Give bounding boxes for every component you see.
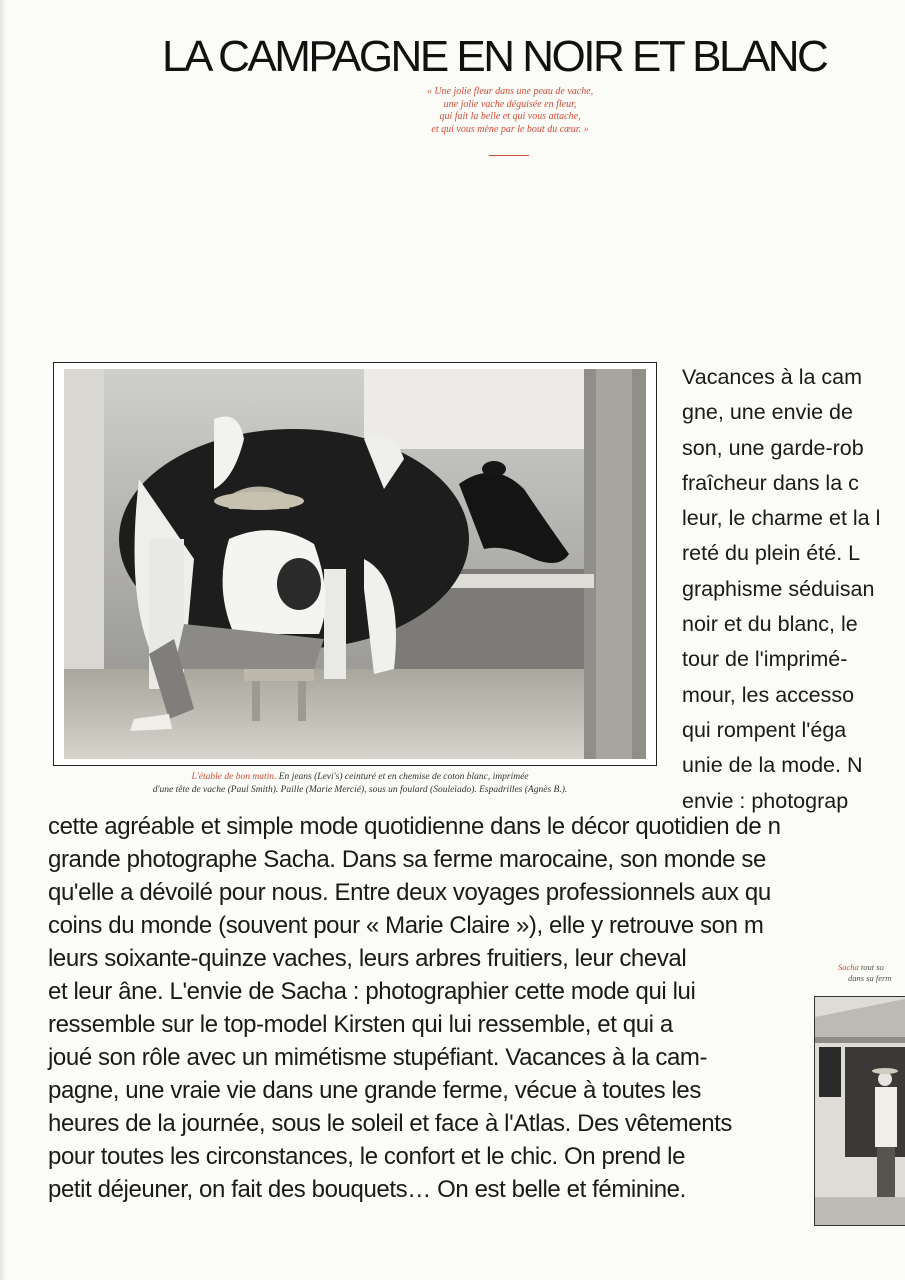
epigraph (395, 86, 625, 136)
article-line: gne, une envie de (682, 400, 853, 425)
article-line: joué son rôle avec un mimétisme stupéfiant. Vacances à la cam- (48, 1044, 708, 1071)
article-line: petit déjeuner, on fait des bouquets… On est belle et féminine. (48, 1176, 686, 1203)
article-line: leur, le charme et la l (682, 506, 881, 531)
epigraph-divider (489, 155, 529, 156)
article-line: et leur âne. L'envie de Sacha : photographier cette mode qui lui (48, 978, 696, 1005)
article-line: Vacances à la cam (682, 365, 863, 389)
article-line: cette agréable et simple mode quotidienne dans le décor quotidien de n (48, 813, 781, 840)
epigraph-line: une jolie vache déguisée en fleur, (443, 98, 577, 110)
article-line: graphisme séduisan (682, 576, 875, 601)
milking-cow-illustration (64, 369, 646, 759)
article-line: tour de l'imprimé- (682, 647, 848, 672)
page-headline: LA CAMPAGNE EN NOIR ET BLANC (162, 32, 827, 81)
article-line: son, une garde-rob (682, 435, 864, 460)
article-line: grande photographe Sacha. Dans sa ferme marocaine, son monde se (48, 846, 766, 873)
article-line: noir et du blanc, le (682, 612, 858, 637)
side-photo (814, 996, 905, 1226)
article-line: envie : photograp (682, 788, 849, 813)
article-line: leurs soixante-quinze vaches, leurs arbres fruitiers, leur cheval (48, 945, 687, 972)
caption-line-1: En jeans (Levi's) ceinturé et en chemise de coton blanc, imprimée (276, 772, 529, 782)
caption-line-2: d'une tête de vache (Paul Smith). Paille (Marie Mercié), sous un foulard (Souleïado). Espadrilles (Agnès B.). (152, 784, 568, 795)
epigraph-line: « Une jolie fleur dans une peau de vache, (426, 86, 594, 97)
side-photo-caption (838, 962, 905, 984)
article-line: reté du plein été. L (682, 541, 861, 566)
article-column-right (682, 360, 905, 819)
article-line: coins du monde (souvent pour « Marie Claire »), elle y retrouve son m (48, 912, 764, 939)
caption-lead: L'étable de bon matin. (191, 772, 277, 782)
farmhouse-illustration (815, 997, 905, 1226)
main-photo-frame (53, 362, 657, 766)
article-line: pour toutes les circonstances, le confort et le chic. On prend le (48, 1143, 686, 1170)
article-line: ressemble sur le top-model Kirsten qui lui ressemble, et qui a (48, 1011, 673, 1038)
article-line: fraîcheur dans la c (682, 470, 859, 495)
page-binding-edge (0, 0, 6, 1280)
main-photo (64, 369, 646, 759)
side-caption-line-1: tout so (858, 962, 884, 972)
article-line: unie de la mode. N (682, 753, 863, 778)
article-body (48, 810, 905, 1206)
article-line: mour, les accesso (682, 682, 855, 707)
article-line: qu'elle a dévoilé pour nous. Entre deux voyages professionnels aux qu (48, 879, 771, 906)
photo-caption (60, 771, 660, 796)
side-caption-line-2: dans sa ferm (848, 973, 892, 983)
side-caption-lead: Sacha (838, 962, 859, 972)
article-line: qui rompent l'éga (682, 717, 847, 742)
article-line: heures de la journée, sous le soleil et face à l'Atlas. Des vêtements (48, 1110, 733, 1137)
epigraph-line: et qui vous mène par le bout du cœur. » (431, 123, 589, 135)
epigraph-line: qui fait la belle et qui vous attache, (439, 111, 581, 122)
article-line: pagne, une vraie vie dans une grande ferme, vécue à toutes les (48, 1077, 701, 1104)
